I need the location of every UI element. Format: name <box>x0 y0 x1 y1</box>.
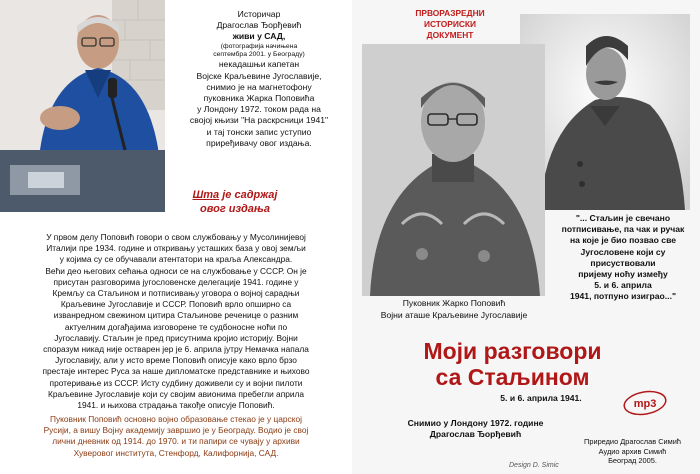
mp3-label: mp3 <box>633 398 657 410</box>
paragraph-line: Југославију, али у исто време Поповић описује како врло брзо <box>55 355 297 366</box>
paragraph-line: у којима су се обучавали атентатори на краља Александра. <box>59 254 293 265</box>
paragraph-line: Југославију. Стаљин је пред присутнима кројио историју. Војни <box>54 332 298 343</box>
historian-photo <box>0 0 165 212</box>
contents-heading-line2: овог издања <box>200 203 270 215</box>
paragraph-line: актуелним догађајима изговорене те судбоносне ноћи по <box>64 321 288 332</box>
popovic-photo-drawing <box>362 44 545 296</box>
paragraph-line: 1941. и њихова страдања такође описује Поповић. <box>77 400 275 411</box>
contents-heading-word: Шта <box>192 189 220 201</box>
document-label <box>380 8 520 40</box>
quote-line: присуствовали <box>590 257 656 268</box>
caption-line: септембра 2001. у Београду) <box>213 51 305 59</box>
caption-line: некадашњи капетан <box>218 59 300 70</box>
quote-line: 1941, потпуно изиграо..." <box>569 291 677 302</box>
paragraph-line: изванредном свежином цитира Стаљинове реченице о разним <box>53 310 299 321</box>
paragraph-line: Кремљу са Стаљином и потписивању уговора о војној сарадњи <box>52 288 300 299</box>
contents-heading-rest: је садржај <box>219 189 278 201</box>
main-paragraph <box>4 232 348 411</box>
caption-line: у Лондону 1972. током рада на <box>197 104 321 115</box>
quote-line: на које је био позвао све <box>569 235 677 246</box>
paragraph-line: лични дневник од 1914. до 1970. и ти папири се чувају у архиви <box>52 436 300 447</box>
paragraph-line: присутан разговорима југословенске делегације 1941. године у <box>53 276 299 287</box>
mp3-badge <box>622 389 668 417</box>
quote-line: "... Стаљин је свечано <box>575 213 671 223</box>
paragraph-line: Италији пре 1934. године и откривању усташких база у овој земљи <box>46 243 306 254</box>
paragraph-line: Краљевине Југославије и СССР. Поповић врло опширно са <box>60 299 292 310</box>
stalin-quote <box>548 213 698 303</box>
credits-line: Приредио Драгослав Симић <box>584 437 681 446</box>
document-label-line: ИСТОРИСКИ <box>423 18 477 29</box>
document-label-line: ПРВОРАЗРЕДНИ <box>415 8 485 18</box>
credits-line: Аудио архив Симић <box>598 446 667 456</box>
paragraph-line: Хуверовог института, Стенфорд, Калифорнија, САД. <box>73 447 279 458</box>
paragraph-line: Пуковник Поповић основно војно образовање стекао је у царској <box>50 414 302 424</box>
design-signature: Design D. Simic <box>509 462 559 469</box>
quote-line: 5. и 6. априла <box>594 280 652 291</box>
paragraph-line: Русији, а вишу Војну академију завршио је у Београду. Водио је свој <box>43 425 309 436</box>
credits-line: Београд 2005. <box>608 456 657 466</box>
caption-line: и тај тонски запис уступио <box>206 126 312 137</box>
quote-line: Југословене који су <box>580 246 666 257</box>
popovic-caption-line: Пуковник Жарко Поповић <box>402 298 506 308</box>
mp3-badge-oval <box>622 389 668 417</box>
historian-caption <box>168 9 350 149</box>
caption-line: снимио је на магнетофону <box>206 81 312 92</box>
paragraph-line: У првом делу Поповић говори о свом службовању у Мусолинијевој <box>46 232 306 242</box>
popovic-caption-line: Војни аташе Краљевине Југославије <box>380 310 528 320</box>
recorded-by <box>388 418 563 440</box>
paragraph-line: споразум никад није остварен јер је 6. априла јутру Немачка напала <box>43 344 309 355</box>
book-title-line: са Стаљином <box>435 364 590 390</box>
caption-line: (фотографија начињена <box>220 42 298 50</box>
paragraph-line: Већи део његових сећања односи се на службовање у СССР. Он је <box>45 265 307 276</box>
popovic-photo <box>362 44 545 296</box>
historian-photo-drawing <box>0 0 165 212</box>
quote-line: пријему ноћу између <box>578 269 668 280</box>
document-label-line: ДОКУМЕНТ <box>426 29 474 40</box>
caption-line: својој књизи "На раскрсници 1941" <box>189 115 329 126</box>
quote-line: потписивање, па чак и ручак <box>561 224 685 235</box>
recording-date: 5. и 6. априла 1941. <box>500 393 582 403</box>
biography-paragraph <box>4 414 348 459</box>
recorded-by-line: Снимио у Лондону 1972. године <box>407 418 544 428</box>
caption-line: пуковника Жарка Поповића <box>203 93 315 104</box>
stalin-photo <box>520 14 690 210</box>
caption-line: Историчар <box>237 9 281 19</box>
paragraph-line: Краљевине Југославије који су својим авионима пребегли априла <box>47 388 305 399</box>
book-title-line: Моји разговори <box>423 338 602 364</box>
contents-heading <box>160 188 310 216</box>
caption-line: приређивачу овог издања. <box>206 137 312 148</box>
paragraph-line: престаје интерес Руса за наше дипломатске представнике и њихово <box>42 366 310 377</box>
caption-line: Драгослав Ђорђевић <box>216 20 302 31</box>
recorded-by-line: Драгослав Ђорђевић <box>429 429 522 440</box>
book-title <box>380 338 645 390</box>
stalin-photo-drawing <box>520 14 690 210</box>
popovic-caption <box>356 297 552 321</box>
caption-line: живи у САД, <box>232 31 286 42</box>
paragraph-line: протеривање из СССР. Исту судбину доживели су и војни пилоти <box>49 377 303 388</box>
caption-line: Војске Краљевине Југославије, <box>196 70 322 81</box>
